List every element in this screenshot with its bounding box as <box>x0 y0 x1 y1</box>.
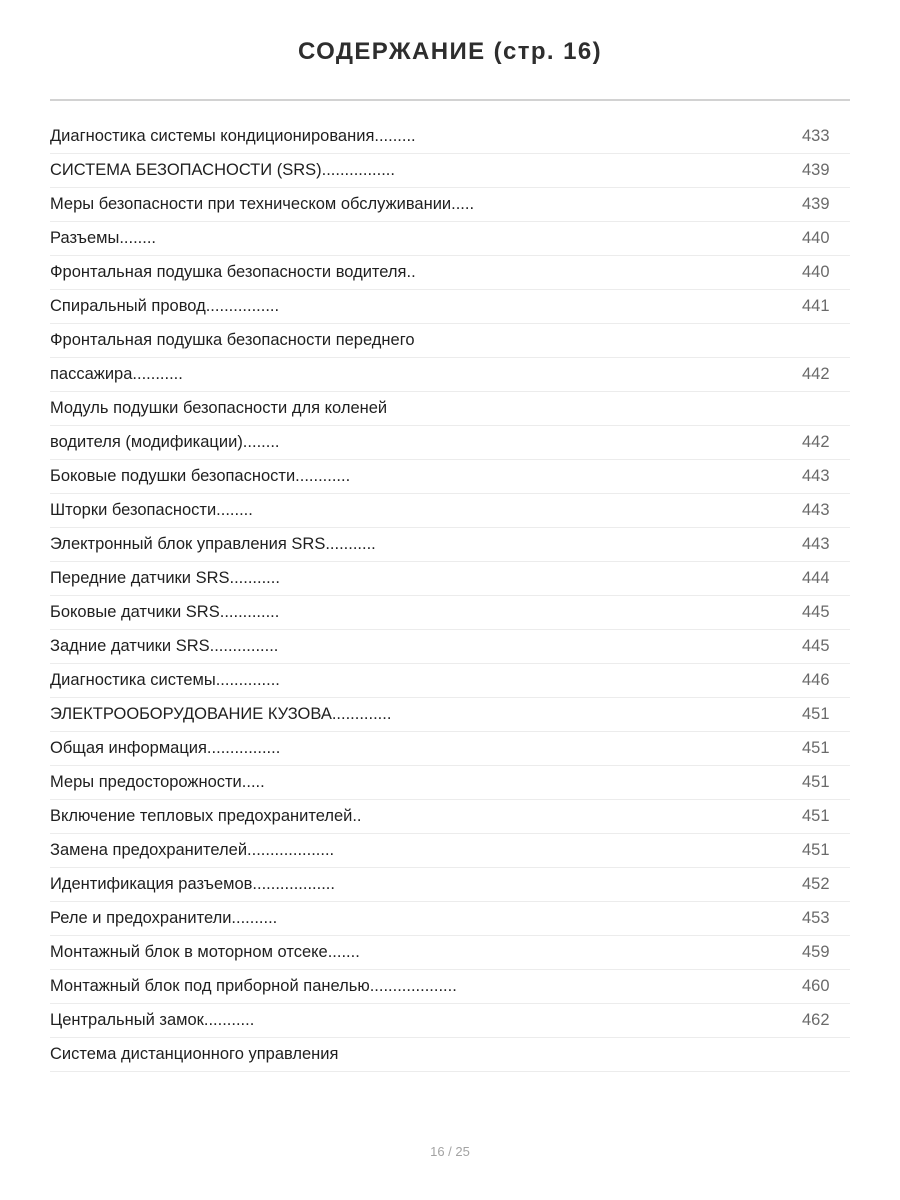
toc-entry-page: 440 <box>802 263 830 281</box>
toc-row <box>50 1038 850 1072</box>
toc-row <box>50 358 850 392</box>
toc-row <box>50 1004 850 1038</box>
toc-entry-title: Электронный блок управления SRS........... <box>50 535 376 553</box>
toc-entry-title: Система дистанционного управления <box>50 1045 339 1063</box>
toc-entry-page: 441 <box>802 297 830 315</box>
toc-entry-page: 451 <box>802 841 830 859</box>
toc-entry-page: 439 <box>802 195 830 213</box>
toc-row <box>50 120 850 154</box>
toc-entry-page: 446 <box>802 671 830 689</box>
toc-entry-title: Идентификация разъемов.................. <box>50 875 335 893</box>
toc-entry-title: Включение тепловых предохранителей.. <box>50 807 362 825</box>
toc-entry-title: Меры предосторожности..... <box>50 773 265 791</box>
toc-entry-title: пассажира........... <box>50 365 183 383</box>
toc-row <box>50 460 850 494</box>
title-divider <box>50 99 850 101</box>
toc-row <box>50 426 850 460</box>
toc-entry-title: Боковые подушки безопасности............ <box>50 467 351 485</box>
toc-entry-page: 442 <box>802 433 830 451</box>
toc-entry-page: 453 <box>802 909 830 927</box>
toc-entry-page: 451 <box>802 773 830 791</box>
toc-entry-title: Шторки безопасности........ <box>50 501 253 519</box>
toc-row <box>50 936 850 970</box>
toc-row <box>50 902 850 936</box>
page-number-indicator: 16 / 25 <box>430 1144 470 1159</box>
toc-row <box>50 698 850 732</box>
toc-entry-title: Боковые датчики SRS............. <box>50 603 280 621</box>
toc-row <box>50 494 850 528</box>
toc-entry-page: 433 <box>802 127 830 145</box>
toc-entry-title: водителя (модификации)........ <box>50 433 280 451</box>
toc-row <box>50 766 850 800</box>
toc-entry-page: 460 <box>802 977 830 995</box>
toc-entry-title: Меры безопасности при техническом обслуживании..... <box>50 195 475 213</box>
toc-entry-page: 442 <box>802 365 830 383</box>
toc-list <box>50 120 850 1072</box>
toc-entry-page: 445 <box>802 603 830 621</box>
toc-row <box>50 800 850 834</box>
toc-entry-title: Центральный замок........... <box>50 1011 255 1029</box>
toc-entry-title: Диагностика системы кондиционирования......... <box>50 127 416 145</box>
toc-entry-title: Разъемы........ <box>50 229 157 247</box>
toc-entry-title: Модуль подушки безопасности для коленей <box>50 399 388 417</box>
toc-row <box>50 562 850 596</box>
toc-entry-title: Спиральный провод................ <box>50 297 280 315</box>
toc-entry-title: Монтажный блок в моторном отсеке....... <box>50 943 360 961</box>
toc-entry-title: Фронтальная подушка безопасности переднего <box>50 331 415 349</box>
toc-entry-title: Передние датчики SRS........... <box>50 569 280 587</box>
page-title: СОДЕРЖАНИЕ (стр. 16) <box>298 38 602 65</box>
toc-entry-page: 443 <box>802 535 830 553</box>
toc-entry-page: 443 <box>802 501 830 519</box>
toc-entry-page: 459 <box>802 943 830 961</box>
toc-entry-title: ЭЛЕКТРООБОРУДОВАНИЕ КУЗОВА............. <box>50 705 392 723</box>
toc-entry-page: 451 <box>802 807 830 825</box>
toc-entry-page: 439 <box>802 161 830 179</box>
toc-row <box>50 596 850 630</box>
toc-entry-page: 451 <box>802 705 830 723</box>
toc-entry-page: 440 <box>802 229 830 247</box>
toc-entry-page: 444 <box>802 569 830 587</box>
toc-row <box>50 324 850 358</box>
toc-row <box>50 222 850 256</box>
toc-row <box>50 188 850 222</box>
toc-row <box>50 732 850 766</box>
toc-entry-title: Фронтальная подушка безопасности водителя.. <box>50 263 416 281</box>
toc-entry-title: Общая информация................ <box>50 739 281 757</box>
toc-row <box>50 256 850 290</box>
toc-entry-page: 462 <box>802 1011 830 1029</box>
toc-row <box>50 630 850 664</box>
toc-entry-title: Диагностика системы.............. <box>50 671 280 689</box>
toc-entry-title: Реле и предохранители.......... <box>50 909 278 927</box>
toc-entry-page: 445 <box>802 637 830 655</box>
toc-entry-page: 452 <box>802 875 830 893</box>
toc-entry-title: Замена предохранителей................... <box>50 841 335 859</box>
toc-entry-title: СИСТЕМА БЕЗОПАСНОСТИ (SRS)................ <box>50 161 395 179</box>
toc-row <box>50 290 850 324</box>
toc-entry-title: Монтажный блок под приборной панелью................... <box>50 977 457 995</box>
toc-row <box>50 664 850 698</box>
toc-row <box>50 868 850 902</box>
toc-entry-page: 451 <box>802 739 830 757</box>
toc-row <box>50 392 850 426</box>
toc-row <box>50 154 850 188</box>
toc-row <box>50 528 850 562</box>
toc-entry-page: 443 <box>802 467 830 485</box>
toc-entry-title: Задние датчики SRS............... <box>50 637 279 655</box>
toc-row <box>50 834 850 868</box>
toc-row <box>50 970 850 1004</box>
